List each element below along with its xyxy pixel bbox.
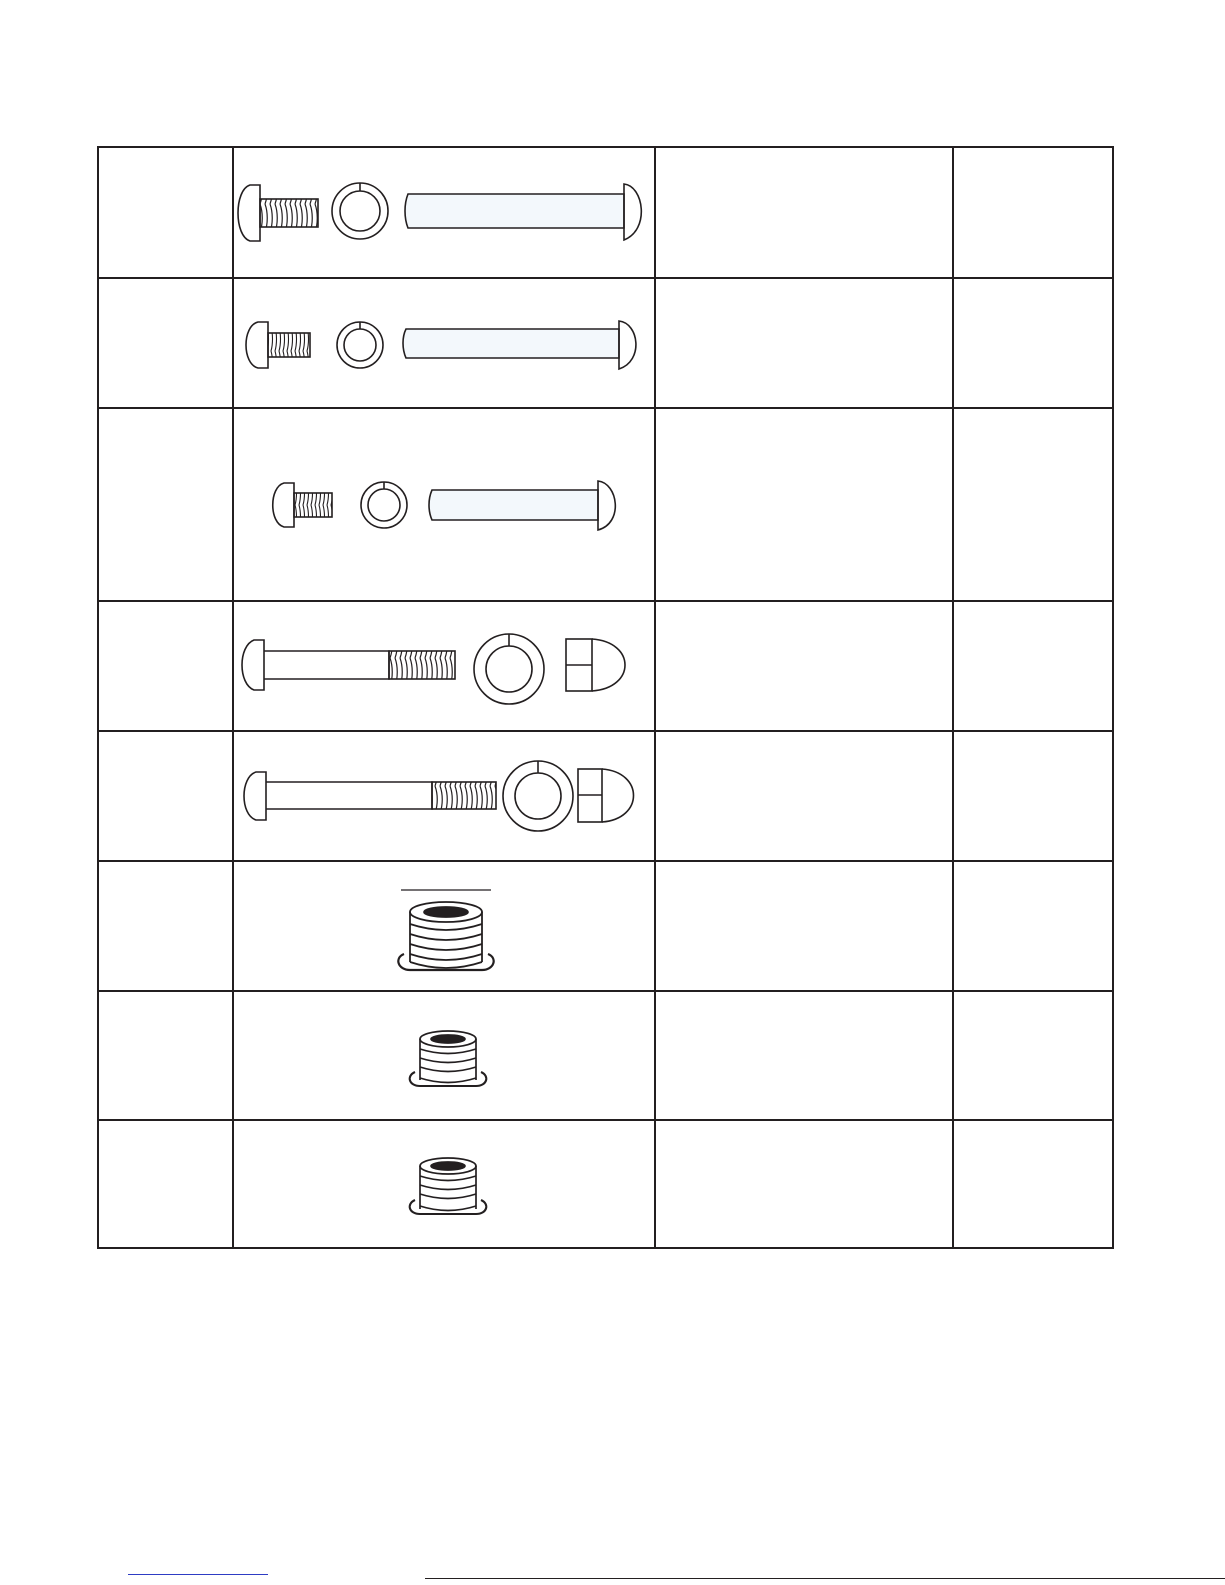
quantity-cell [954, 148, 1114, 277]
threaded-insert-small-icon [234, 1121, 654, 1249]
description-cell [656, 732, 952, 860]
threaded-insert-medium-icon [234, 992, 654, 1119]
description-cell [656, 409, 952, 600]
hardware-table [97, 146, 1114, 1249]
description-cell [656, 602, 952, 730]
part-number-cell [99, 409, 232, 600]
description-cell [656, 862, 952, 990]
screw-washer-tube-long-icon [234, 279, 654, 407]
table-row [99, 279, 1112, 407]
screw-washer-tube-short-icon [234, 409, 654, 600]
table-row [99, 862, 1112, 990]
part-number-cell [99, 602, 232, 730]
quantity-cell [954, 992, 1114, 1119]
table-row [99, 992, 1112, 1119]
quantity-cell [954, 1121, 1114, 1249]
table-row [99, 1121, 1112, 1249]
table-row [99, 148, 1112, 277]
table-row [99, 602, 1112, 730]
bolt-washer-cap-nut-icon [234, 602, 654, 730]
table-row [99, 732, 1112, 860]
part-number-cell [99, 279, 232, 407]
quantity-cell [954, 279, 1114, 407]
description-cell [656, 992, 952, 1119]
screw-washer-tube-long-icon [234, 148, 654, 277]
part-number-cell [99, 862, 232, 990]
quantity-cell [954, 602, 1114, 730]
long-bolt-washer-cap-nut-icon [234, 732, 654, 860]
table-row [99, 409, 1112, 600]
footer-link-underline[interactable] [128, 1574, 268, 1575]
footer-rule [425, 1578, 1225, 1579]
threaded-insert-large-icon [234, 862, 654, 990]
part-number-cell [99, 992, 232, 1119]
description-cell [656, 148, 952, 277]
quantity-cell [954, 409, 1114, 600]
description-cell [656, 1121, 952, 1249]
description-cell [656, 279, 952, 407]
part-number-cell [99, 732, 232, 860]
part-number-cell [99, 1121, 232, 1249]
quantity-cell [954, 862, 1114, 990]
quantity-cell [954, 732, 1114, 860]
part-number-cell [99, 148, 232, 277]
